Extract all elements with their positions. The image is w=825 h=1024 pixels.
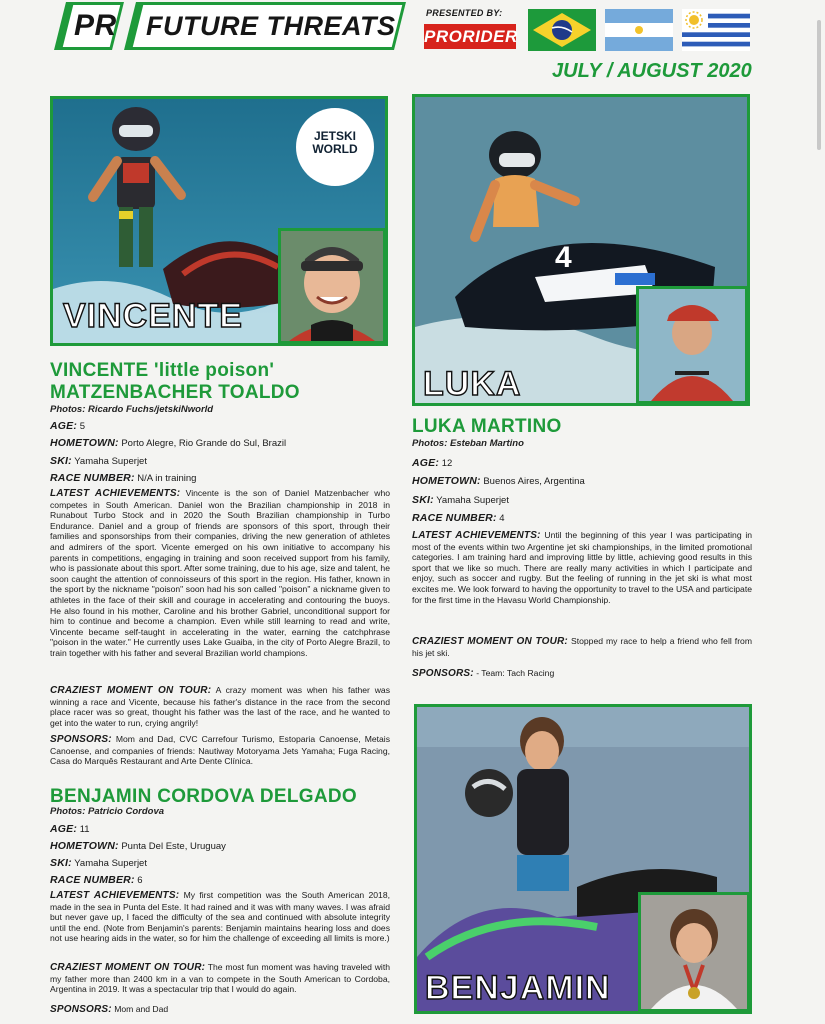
vincente-portrait-inset (278, 228, 386, 344)
vincente-name-line2: MATZENBACHER TOALDO (50, 382, 300, 403)
luka-photo-label: LUKA (423, 365, 522, 403)
vincente-achievements: LATEST ACHIEVEMENTS: Vincente is the son of Daniel Matzenbacher who competes in South American. Daniel won the Brazilian championship in 2018 in Runabout Turbo Stock and in 2020 the South Brazilian championship in Turbo Endurance. Daniel and a group of friends are sponsors of this sport, through their families and sponsorships from their companies, driving the new generation of athletes and admirers of the sport. Vicente emerged on his own initiative to accompany his parents in competitions, engaging in training and soon received support from his family, who is passionate about this sport. After some training, due to his age, size and talent, he soon caught the attention of connoisseurs of this sport in the region. His father, known in the sport by the nickname "poison" soon had his son called "poison" a nickname given to athletes in the face of their skill and courage in accelerating and contouring the buoys. He also found in his mother, Caroline and his brother Gabriel, unconditional support for him to continue and become a champion. Even while still learning to read and write, Vincente became self-taught in accelerating in the water, earning the catchphrase "poison in the water." He currently uses Lake Guaiba, in the city of Porto Alegre Brazil, to train together with his father and several Brazilian world champions. (50, 488, 390, 658)
presented-by-label: PRESENTED BY: (426, 8, 503, 18)
luka-age: AGE: 12 (412, 457, 453, 469)
uruguay-flag-icon (682, 9, 750, 51)
pr-tag: PR (74, 9, 117, 42)
prorider-logo: PRORIDER (424, 24, 516, 49)
luka-sponsors: SPONSORS: - Team: Tach Racing (412, 668, 555, 679)
benjamin-ski: SKI: Yamaha Superjet (50, 857, 147, 869)
benjamin-portrait-inset (638, 892, 750, 1012)
luka-portrait-inset (636, 286, 748, 404)
luka-craft-number: 4 (555, 241, 572, 274)
vincente-sponsors: SPONSORS: Mom and Dad, CVC Carrefour Turismo, Estoparia Canoense, Metais Canoense, and companies of friends: Nautiway Motoryama Jets Yamaha; Fuga Racing, Casa do Marquês Restaurant and Arte Dente Clínica. (50, 734, 391, 767)
vincente-photo-label: VINCENTE (63, 297, 243, 335)
vincente-age: AGE: 5 (50, 420, 85, 432)
scroll-indicator (817, 20, 821, 150)
vincente-hometown: HOMETOWN: Porto Alegre, Rio Grande do Sul, Brazil (50, 437, 287, 449)
vincente-name-line1: VINCENTE 'little poison' (50, 360, 275, 381)
brazil-flag-icon (528, 9, 596, 51)
benjamin-hometown: HOMETOWN: Punta Del Este, Uruguay (50, 840, 226, 852)
benjamin-race-number: RACE NUMBER: 6 (50, 874, 143, 886)
benjamin-name: BENJAMIN CORDOVA DELGADO (50, 786, 357, 807)
vincente-photo-credit: Photos: Ricardo Fuchs/jetskiNworld (50, 404, 214, 415)
argentina-flag-icon (605, 9, 673, 51)
issue-date: JULY / AUGUST 2020 (552, 60, 752, 82)
vincente-ski: SKI: Yamaha Superjet (50, 455, 147, 467)
luka-race-number: RACE NUMBER: 4 (412, 512, 505, 524)
luka-name: LUKA MARTINO (412, 416, 562, 437)
jetskiworld-logo: JETSKI WORLD (296, 108, 374, 186)
luka-hometown: HOMETOWN: Buenos Aires, Argentina (412, 475, 585, 487)
benjamin-age: AGE: 11 (50, 823, 90, 835)
vincente-craziest-moment: CRAZIEST MOMENT ON TOUR: A crazy moment was when his father was winning a race and Vicente, because his father's distance in the race from the second place racer was so great, thought his father was the last of the race, and he wanted to get into the water to run, crying angrily! (50, 685, 390, 728)
luka-achievements: LATEST ACHIEVEMENTS: Until the beginning of this year I was participating in most of the events within two Argentine jet ski championships, in the limited promotional categories. I am training hard and improving little by little, achieving good results in this sport that we like so much. There are really many activities in which I participate and enjoy, such as soccer and rugby. But the feeling of running in the jet ski is what most excites me. We look forward to having the opportunity to travel to the USA and participate for the first time in the Havasu World Championship. (412, 530, 753, 605)
section-title: FUTURE THREATS (146, 11, 396, 41)
benjamin-achievements: LATEST ACHIEVEMENTS: My first competition was the South American 2018, made in the sea in Punta del Este. It had rained and it was with many waves. I was afraid but never gave up, I faced the difficulty of the sea and continued with absolute integrity until the end. (Note from Benjamin's parents: Benjamin maintains hearing loss and does not use hearing aids in the water, so for him the challenge of exceeding all limits is more.) (50, 890, 390, 944)
benjamin-sponsors: SPONSORS: Mom and Dad (50, 1004, 169, 1015)
benjamin-craziest-moment: CRAZIEST MOMENT ON TOUR: The most fun moment was having traveled with my father more than 2400 km in a van to compete in the South American to Cordoba, Argentina in 2019. It was a spectacular trip that I would do again. (50, 962, 390, 995)
luka-ski: SKI: Yamaha Superjet (412, 494, 509, 506)
luka-photo-credit: Photos: Esteban Martino (412, 438, 524, 449)
benjamin-photo-label: BENJAMIN (425, 969, 611, 1007)
vincente-race-number: RACE NUMBER: N/A in training (50, 472, 197, 484)
benjamin-photo-credit: Photos: Patricio Cordova (50, 806, 165, 817)
luka-craziest-moment: CRAZIEST MOMENT ON TOUR: Stopped my race to help a friend who fell from his jet ski. (412, 636, 752, 658)
